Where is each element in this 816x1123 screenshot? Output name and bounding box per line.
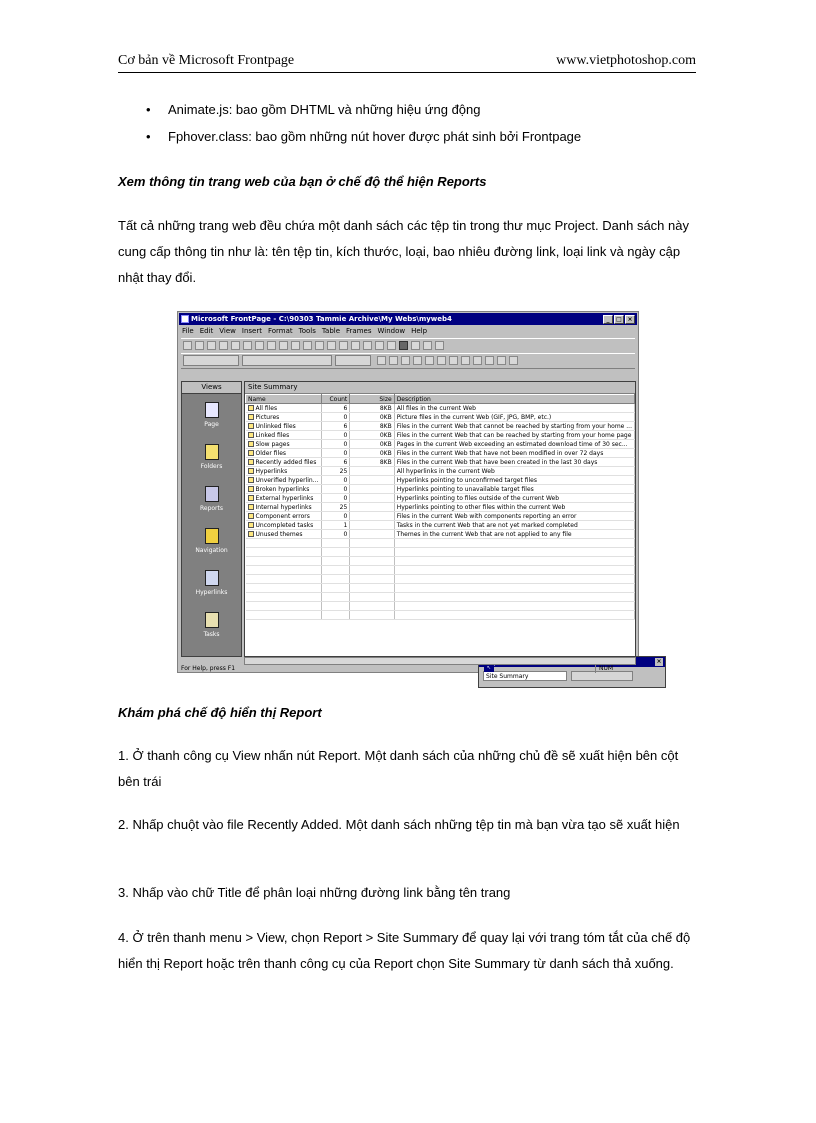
header-title: Cơ bản về Microsoft Frontpage: [118, 53, 295, 68]
empty-cell: [394, 557, 634, 566]
cell-description: [394, 449, 634, 458]
empty-cell: [394, 611, 634, 620]
report-row-icon: [248, 468, 254, 474]
column-header-size[interactable]: Size: [350, 395, 394, 404]
cell-text: All files: [255, 404, 278, 412]
table-row[interactable]: [246, 512, 635, 521]
italic-icon[interactable]: [389, 356, 398, 365]
report-row-icon: [248, 432, 254, 438]
view-page[interactable]: Page: [182, 402, 241, 428]
column-header-count[interactable]: Count: [321, 395, 349, 404]
empty-cell: [246, 557, 322, 566]
cell-text: Older files: [255, 449, 287, 457]
cell-name: [246, 530, 322, 539]
table-row[interactable]: [246, 530, 635, 539]
cell-text: 1: [343, 521, 348, 529]
help-icon[interactable]: [435, 341, 444, 350]
cell-name: [246, 440, 322, 449]
cell-name: [246, 413, 322, 422]
cell-text: 0: [343, 476, 348, 484]
cell-count: [321, 476, 349, 485]
show-all-icon[interactable]: [423, 341, 432, 350]
empty-row: [246, 566, 635, 575]
empty-row: [246, 602, 635, 611]
cell-count: [321, 503, 349, 512]
cell-text: Recently added files: [255, 458, 317, 466]
cell-count: [321, 494, 349, 503]
empty-cell: [321, 566, 349, 575]
cut-icon[interactable]: [279, 341, 288, 350]
empty-row: [246, 611, 635, 620]
standard-toolbar: [181, 338, 635, 354]
cell-size: [350, 431, 394, 440]
status-help-text: For Help, press F1: [181, 665, 236, 672]
table-row[interactable]: [246, 413, 635, 422]
hyperlink-icon[interactable]: [387, 341, 396, 350]
table-row[interactable]: [246, 467, 635, 476]
empty-cell: [321, 593, 349, 602]
empty-cell: [246, 584, 322, 593]
cell-size: [350, 503, 394, 512]
save-icon[interactable]: [207, 341, 216, 350]
empty-cell: [350, 548, 394, 557]
minimize-icon[interactable]: _: [603, 315, 613, 324]
cell-name: [246, 476, 322, 485]
format-painter-icon[interactable]: [315, 341, 324, 350]
cell-text: Uncompleted tasks: [255, 521, 314, 529]
cell-text: 0: [343, 413, 348, 421]
table-row[interactable]: [246, 494, 635, 503]
table-row[interactable]: [246, 404, 635, 413]
bullet-list: [146, 100, 581, 154]
empty-cell: [321, 575, 349, 584]
maximize-icon[interactable]: □: [614, 315, 624, 324]
menu-view[interactable]: View: [219, 327, 236, 335]
empty-cell: [246, 593, 322, 602]
cell-size: [350, 440, 394, 449]
report-row-icon: [248, 441, 254, 447]
publish-icon[interactable]: [219, 341, 228, 350]
frontpage-app-icon: [181, 315, 189, 323]
cell-description: [394, 404, 634, 413]
report-row-icon: [248, 405, 254, 411]
decrease-indent-icon[interactable]: [473, 356, 482, 365]
empty-cell: [350, 593, 394, 602]
preview-icon[interactable]: [255, 341, 264, 350]
navigation-view-icon: [205, 528, 219, 544]
empty-cell: [321, 557, 349, 566]
cell-description: [394, 440, 634, 449]
empty-cell: [350, 611, 394, 620]
empty-cell: [394, 593, 634, 602]
cell-text: 0: [343, 494, 348, 502]
bullet-item: • Fphover.class: bao gồm những nút hover được phát sinh bởi Frontpage: [146, 127, 581, 154]
cell-text: Files in the current Web with components reporting an error: [396, 512, 577, 520]
cell-description: [394, 467, 634, 476]
empty-cell: [246, 575, 322, 584]
cell-text: Themes in the current Web that are not applied to any file: [396, 530, 572, 538]
section-heading-explore: Khám phá chế độ hiển thị Report: [118, 705, 322, 720]
cell-count: [321, 485, 349, 494]
empty-cell: [246, 611, 322, 620]
empty-cell: [394, 602, 634, 611]
cell-name: [246, 503, 322, 512]
empty-cell: [321, 584, 349, 593]
cell-text: 0: [343, 530, 348, 538]
cell-text: 0: [343, 449, 348, 457]
increase-indent-icon[interactable]: [485, 356, 494, 365]
cell-description: [394, 458, 634, 467]
insert-table-icon[interactable]: [363, 341, 372, 350]
empty-cell: [321, 539, 349, 548]
cell-count: [321, 458, 349, 467]
empty-cell: [350, 539, 394, 548]
refresh-icon[interactable]: [399, 341, 408, 350]
cell-count: [321, 404, 349, 413]
cell-text: 0KB: [379, 413, 392, 421]
report-row-icon: [248, 486, 254, 492]
folders-view-icon: [205, 444, 219, 460]
font-dropdown[interactable]: [242, 355, 332, 366]
report-type-select[interactable]: Site Summary: [483, 671, 567, 681]
cell-text: Pages in the current Web exceeding an estimated download time of 30 sec...: [396, 440, 628, 448]
view-hyperlinks[interactable]: Hyperlinks: [182, 570, 241, 596]
tasks-view-icon: [205, 612, 219, 628]
cell-text: 6: [343, 458, 348, 466]
table-row[interactable]: [246, 485, 635, 494]
cell-description: [394, 422, 634, 431]
cell-size: [350, 413, 394, 422]
views-bar: [181, 381, 242, 657]
cell-text: Hyperlinks: [255, 467, 288, 475]
view-folders[interactable]: Folders: [182, 444, 241, 470]
cell-text: All files in the current Web: [396, 404, 476, 412]
cell-count: [321, 467, 349, 476]
align-right-icon[interactable]: [437, 356, 446, 365]
cell-text: 0: [343, 431, 348, 439]
cell-text: 0KB: [379, 440, 392, 448]
page-header: [118, 52, 696, 73]
cell-text: Hyperlinks pointing to unavailable target files: [396, 485, 534, 493]
step-2: 2. Nhấp chuột vào file Recently Added. Một danh sách những tệp tin mà bạn vừa tạo sẽ xuất hiện: [118, 817, 680, 832]
report-row-icon: [248, 531, 254, 537]
cell-name: [246, 431, 322, 440]
cell-text: Slow pages: [255, 440, 290, 448]
reports-view-icon: [205, 486, 219, 502]
step-4: 4. Ở trên thanh menu > View, chọn Report > Site Summary để quay lại với trang tóm tắt của chế độ hiển thị Report hoặc trên thanh công cụ của Report chọn Site Summary từ danh sách thả xuống.: [118, 930, 691, 971]
menu-table[interactable]: Table: [321, 327, 341, 335]
column-header-name[interactable]: Name: [246, 395, 322, 404]
view-tasks[interactable]: Tasks: [182, 612, 241, 638]
font-color-icon[interactable]: [509, 356, 518, 365]
table-row[interactable]: [246, 431, 635, 440]
cell-description: [394, 476, 634, 485]
cell-text: Broken hyperlinks: [255, 485, 310, 493]
step-1: 1. Ở thanh công cụ View nhấn nút Report. Một danh sách của những chủ đề sẽ xuất hiện bên cột bên trái: [118, 748, 679, 789]
empty-row: [246, 548, 635, 557]
cell-text: 0: [343, 485, 348, 493]
cell-count: [321, 431, 349, 440]
cell-name: [246, 458, 322, 467]
cell-text: Pictures: [255, 413, 280, 421]
cell-count: [321, 530, 349, 539]
menu-frames[interactable]: Frames: [346, 327, 372, 335]
empty-cell: [350, 557, 394, 566]
cell-text: 0: [343, 440, 348, 448]
folder-list-icon[interactable]: [231, 341, 240, 350]
cell-text: Internal hyperlinks: [255, 503, 312, 511]
component-icon[interactable]: [351, 341, 360, 350]
cell-description: [394, 521, 634, 530]
cell-text: Hyperlinks pointing to files outside of the current Web: [396, 494, 560, 502]
cell-text: All hyperlinks in the current Web: [396, 467, 495, 475]
empty-cell: [246, 566, 322, 575]
menu-window[interactable]: Window: [377, 327, 406, 335]
bullets-icon[interactable]: [461, 356, 470, 365]
report-row-icon: [248, 522, 254, 528]
view-navigation[interactable]: Navigation: [182, 528, 241, 554]
cell-text: Files in the current Web that can be reached by starting from your home page: [396, 431, 632, 439]
cell-count: [321, 512, 349, 521]
paste-icon[interactable]: [303, 341, 312, 350]
cell-name: [246, 404, 322, 413]
report-title: Site Summary: [245, 382, 635, 394]
cell-text: Files in the current Web that have not been modified in over 72 days: [396, 449, 604, 457]
cell-text: Component errors: [255, 512, 310, 520]
empty-cell: [321, 602, 349, 611]
report-row-icon: [248, 423, 254, 429]
cell-count: [321, 422, 349, 431]
cell-text: 25: [339, 467, 348, 475]
cell-count: [321, 449, 349, 458]
empty-row: [246, 539, 635, 548]
cell-name: [246, 449, 322, 458]
table-row[interactable]: [246, 476, 635, 485]
hyperlinks-view-icon: [205, 570, 219, 586]
cell-text: 8KB: [379, 404, 392, 412]
new-page-icon[interactable]: [183, 341, 192, 350]
empty-cell: [350, 602, 394, 611]
menu-bar: [182, 327, 427, 335]
cell-name: [246, 485, 322, 494]
report-row-icon: [248, 459, 254, 465]
cell-name: [246, 494, 322, 503]
menu-tools[interactable]: Tools: [298, 327, 316, 335]
cell-count: [321, 440, 349, 449]
font-size-dropdown[interactable]: [335, 355, 371, 366]
cell-text: 8KB: [379, 422, 392, 430]
cell-name: [246, 521, 322, 530]
underline-icon[interactable]: [401, 356, 410, 365]
table-row[interactable]: [246, 449, 635, 458]
cell-text: Picture files in the current Web (GIF, JPG, BMP, etc.): [396, 413, 552, 421]
cell-text: 0: [343, 512, 348, 520]
column-header-description[interactable]: Description: [394, 395, 634, 404]
empty-row: [246, 584, 635, 593]
menu-help[interactable]: Help: [411, 327, 428, 335]
cell-size: [350, 449, 394, 458]
cell-text: Hyperlinks pointing to unconfirmed target files: [396, 476, 537, 484]
cell-text: Unlinked files: [255, 422, 296, 430]
cell-size: [350, 494, 394, 503]
print-icon[interactable]: [243, 341, 252, 350]
empty-cell: [394, 575, 634, 584]
cell-description: [394, 494, 634, 503]
menu-insert[interactable]: Insert: [241, 327, 262, 335]
spelling-icon[interactable]: [267, 341, 276, 350]
insert-picture-icon[interactable]: [375, 341, 384, 350]
empty-cell: [394, 566, 634, 575]
cell-size: [350, 404, 394, 413]
report-row-icon: [248, 504, 254, 510]
window-title: Microsoft FrontPage - C:\90303 Tammie Archive\My Webs\myweb4: [191, 315, 452, 323]
report-row-icon: [248, 477, 254, 483]
cell-text: Linked files: [255, 431, 290, 439]
empty-cell: [246, 539, 322, 548]
cell-description: [394, 530, 634, 539]
empty-row: [246, 557, 635, 566]
cell-description: [394, 431, 634, 440]
copy-icon[interactable]: [291, 341, 300, 350]
reports-paragraph: Tất cả những trang web đều chứa một danh sách các tệp tin trong thư mục Project. Danh sách này cung cấp thông tin như là: tên tệp tin, kích thước, loại, bao nhiêu đường link, loại link và ngày cập nhật thay đổi.: [118, 218, 689, 285]
empty-cell: [246, 602, 322, 611]
cell-name: [246, 512, 322, 521]
formatting-toolbar: [181, 353, 635, 369]
site-summary-table: [245, 394, 635, 620]
cell-text: Tasks in the current Web that are not yet marked completed: [396, 521, 578, 529]
table-row[interactable]: [246, 521, 635, 530]
cell-size: [350, 512, 394, 521]
align-left-icon[interactable]: [413, 356, 422, 365]
cell-text: 0KB: [379, 449, 392, 457]
window-titlebar: [179, 313, 637, 325]
align-center-icon[interactable]: [425, 356, 434, 365]
cell-text: 6: [343, 404, 348, 412]
frontpage-screenshot: [177, 311, 662, 680]
page-view-icon: [205, 402, 219, 418]
style-dropdown[interactable]: [183, 355, 239, 366]
cell-text: 6: [343, 422, 348, 430]
cell-text: External hyperlinks: [255, 494, 314, 502]
cell-size: [350, 521, 394, 530]
cell-count: [321, 413, 349, 422]
table-row[interactable]: [246, 440, 635, 449]
bullet-item: • Animate.js: bao gồm DHTML và những hiệu ứng động: [146, 100, 581, 127]
empty-cell: [321, 611, 349, 620]
cell-count: [321, 521, 349, 530]
empty-cell: [350, 575, 394, 584]
empty-cell: [350, 566, 394, 575]
empty-cell: [394, 584, 634, 593]
cell-description: [394, 413, 634, 422]
highlight-icon[interactable]: [497, 356, 506, 365]
cell-description: [394, 503, 634, 512]
cell-description: [394, 512, 634, 521]
cell-text: Hyperlinks pointing to other files within the current Web: [396, 503, 566, 511]
status-bar: [179, 664, 637, 673]
redo-icon[interactable]: [339, 341, 348, 350]
cell-description: [394, 485, 634, 494]
cell-text: Unverified hyperlin...: [255, 476, 319, 484]
cell-size: [350, 458, 394, 467]
table-row[interactable]: [246, 503, 635, 512]
menu-edit[interactable]: Edit: [199, 327, 214, 335]
empty-cell: [350, 584, 394, 593]
cell-text: Unused themes: [255, 530, 303, 538]
open-icon[interactable]: [195, 341, 204, 350]
report-row-icon: [248, 414, 254, 420]
cell-size: [350, 485, 394, 494]
header-website: www.vietphotoshop.com: [556, 53, 696, 68]
empty-cell: [394, 548, 634, 557]
empty-cell: [246, 548, 322, 557]
views-header: Views: [182, 382, 241, 394]
cell-size: [350, 422, 394, 431]
undo-icon[interactable]: [327, 341, 336, 350]
table-row[interactable]: [246, 422, 635, 431]
empty-row: [246, 593, 635, 602]
menu-file[interactable]: File: [182, 327, 194, 335]
cell-size: [350, 467, 394, 476]
report-row-icon: [248, 513, 254, 519]
section-heading-reports: Xem thông tin trang web của bạn ở chế độ thể hiện Reports: [118, 174, 487, 189]
view-reports[interactable]: Reports: [182, 486, 241, 512]
bold-icon[interactable]: [377, 356, 386, 365]
menu-format[interactable]: Format: [267, 327, 293, 335]
cell-text: Files in the current Web that cannot be reached by starting from your home ...: [396, 422, 632, 430]
empty-cell: [321, 548, 349, 557]
empty-row: [246, 575, 635, 584]
cell-name: [246, 467, 322, 476]
cell-text: Files in the current Web that have been created in the last 30 days: [396, 458, 598, 466]
table-row[interactable]: [246, 458, 635, 467]
pointer-icon: ↖: [484, 665, 494, 672]
report-row-icon: [248, 495, 254, 501]
palette-close-icon[interactable]: ×: [656, 658, 662, 665]
cell-name: [246, 422, 322, 431]
cell-text: 8KB: [379, 458, 392, 466]
status-num: NUM: [595, 664, 631, 673]
numbering-icon[interactable]: [449, 356, 458, 365]
empty-cell: [394, 539, 634, 548]
cell-size: [350, 530, 394, 539]
cell-size: [350, 476, 394, 485]
close-icon[interactable]: ×: [625, 315, 635, 324]
cell-text: 0KB: [379, 431, 392, 439]
cell-text: 25: [339, 503, 348, 511]
report-row-icon: [248, 450, 254, 456]
step-3: 3. Nhấp vào chữ Title để phân loại những đường link bằng tên trang: [118, 885, 511, 900]
stop-icon[interactable]: [411, 341, 420, 350]
